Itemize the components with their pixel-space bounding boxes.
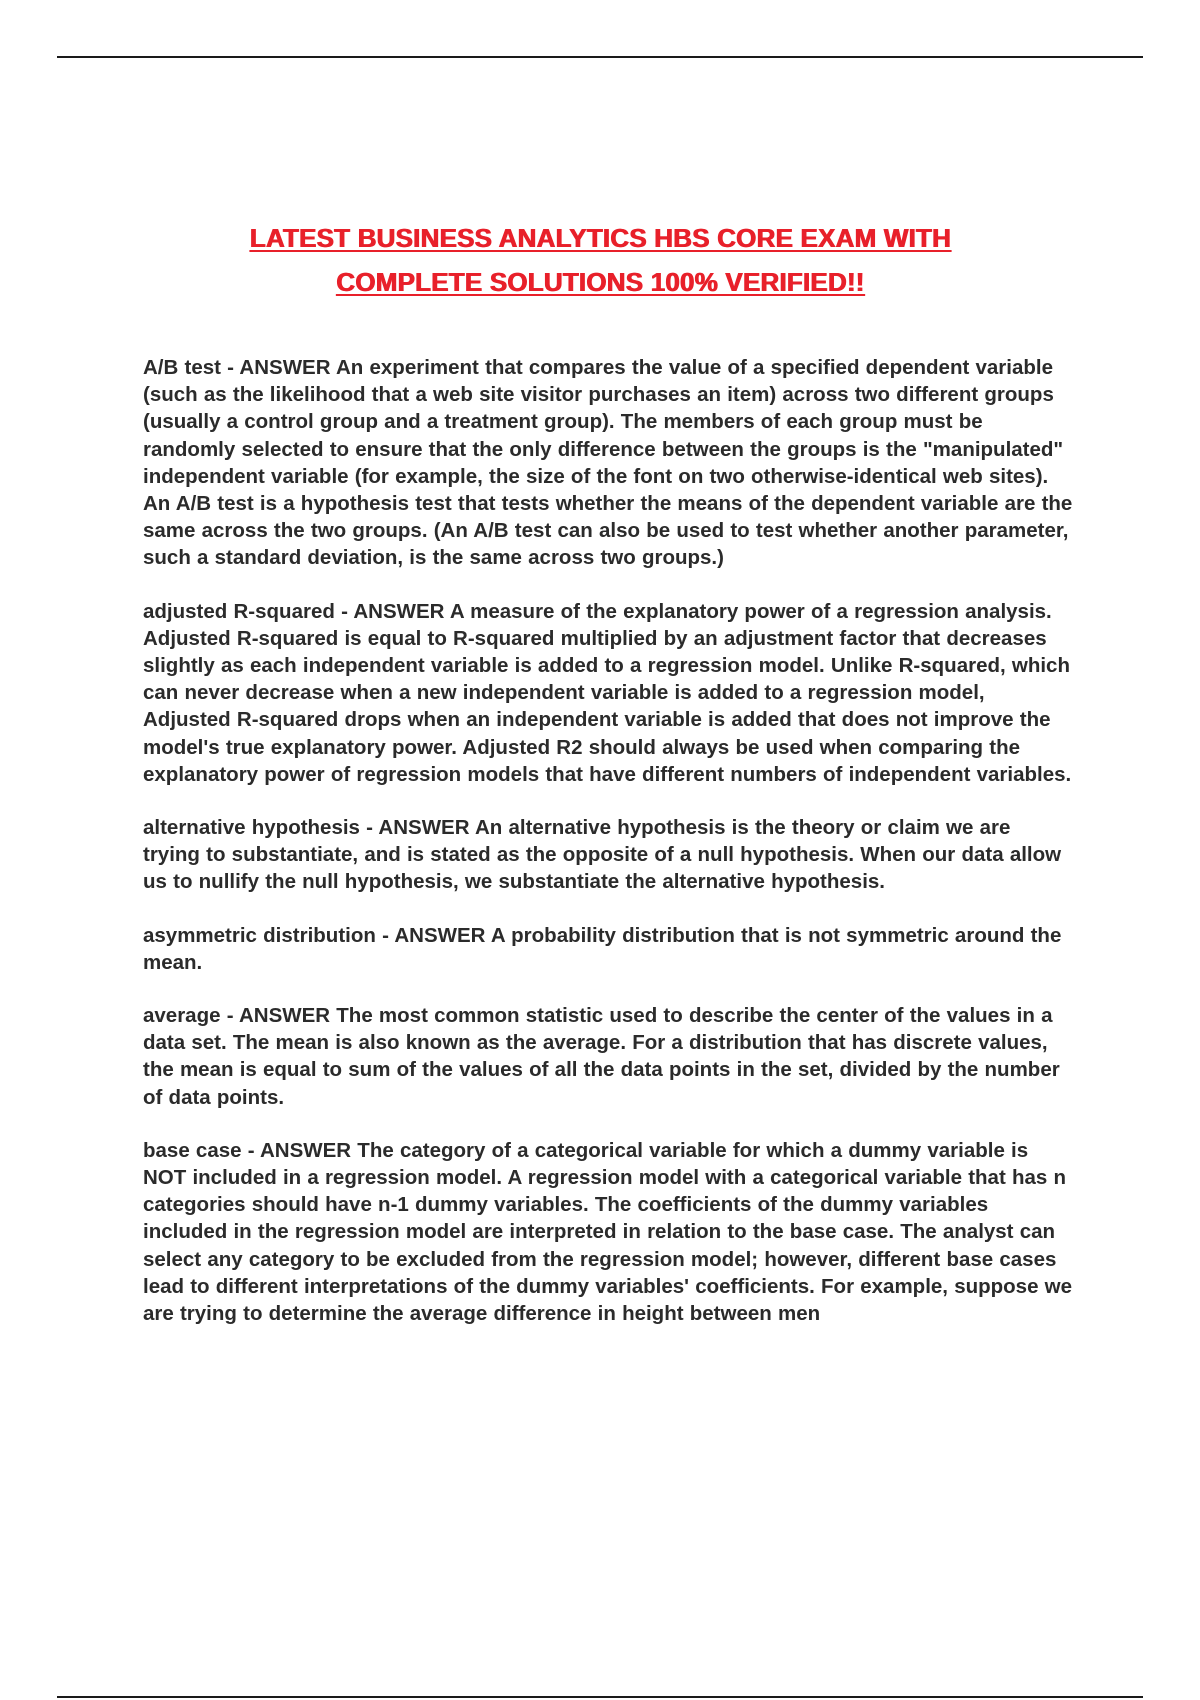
entry-separator: - ANSWER xyxy=(241,1138,358,1162)
entry-definition: An experiment that compares the value of a specified dependent variable (such as the likelihood that a web site visitor purchases an item) across two different groups (usually a control group and a treatment group). The members of each group must be randomly selected to ensure that the only difference between the groups is the "manipulated" independent variable (for example, the size of the font on two otherwise-identical web sites). An A/B test is a hypothesis test that tests whether the means of the dependent variable are the same across the two groups. (An A/B test can also be used to test whether another parameter, such a standard deviation, is the same across two groups.) xyxy=(143,356,1073,570)
entry-definition: The category of a categorical variable for which a dummy variable is NOT included in a regression model. A regression model with a categorical variable that has n categories should have n-1 dummy variables. The coefficients of the dummy variables included in the regression model are interpreted in relation to the base case. The analyst can select any category to be excluded from the regression model; however, different base cases lead to different interpretations of the dummy variables' coefficients. For example, suppose we are trying to determine the average difference in height between men xyxy=(143,1138,1073,1326)
glossary-entry-average xyxy=(143,1002,1073,1111)
entry-term: average xyxy=(143,1004,221,1028)
bottom-rule xyxy=(57,1696,1143,1698)
entry-separator: - ANSWER xyxy=(220,1004,337,1028)
entry-term: alternative hypothesis xyxy=(143,816,360,840)
entry-definition: A probability distribution that is not symmetric around the mean. xyxy=(143,923,1062,974)
glossary-body xyxy=(143,354,1073,1353)
glossary-entry-base-case xyxy=(143,1137,1073,1327)
entry-separator: - ANSWER xyxy=(220,356,336,379)
entry-definition: An alternative hypothesis is the theory or claim we are trying to substantiate, and is stated as the opposite of a null hypothesis. When our data allow us to nullify the null hypothesis, we substantiate the alternative hypothesis. xyxy=(143,816,1062,894)
entry-separator: - ANSWER xyxy=(375,923,491,947)
entry-term: adjusted R-squared xyxy=(143,599,335,623)
entry-separator: - ANSWER xyxy=(359,816,475,840)
glossary-entry-ab-test xyxy=(143,354,1073,572)
glossary-entry-adjusted-r-squared xyxy=(143,598,1073,788)
glossary-entry-alternative-hypothesis xyxy=(143,814,1073,896)
glossary-entry-asymmetric-distribution xyxy=(143,922,1073,976)
entry-definition: The most common statistic used to describe the center of the values in a data set. The mean is also known as the average. For a distribution that has discrete values, the mean is equal to sum of the values of all the data points in the set, divided by the number of data points. xyxy=(143,1004,1060,1109)
entry-term: base case xyxy=(143,1138,242,1162)
entry-term: A/B test xyxy=(143,356,221,379)
top-rule xyxy=(57,56,1143,58)
title-line-2: COMPLETE SOLUTIONS 100% VERIFIED!! xyxy=(335,267,865,297)
entry-separator: - ANSWER xyxy=(334,599,450,623)
entry-term: asymmetric distribution xyxy=(143,923,376,947)
title-line-1: LATEST BUSINESS ANALYTICS HBS CORE EXAM WITH xyxy=(249,223,951,253)
document-title xyxy=(0,216,1200,304)
entry-definition: A measure of the explanatory power of a regression analysis. Adjusted R-squared is equal to R-squared multiplied by an adjustment factor that decreases slightly as each independent variable is added to a regression model. Unlike R-squared, which can never decrease when a new independent variable is added to a regression model, Adjusted R-squared drops when an independent variable is added that does not improve the model's true explanatory power. Adjusted R2 should always be used when comparing the explanatory power of regression models that have different numbers of independent variables. xyxy=(143,599,1072,786)
